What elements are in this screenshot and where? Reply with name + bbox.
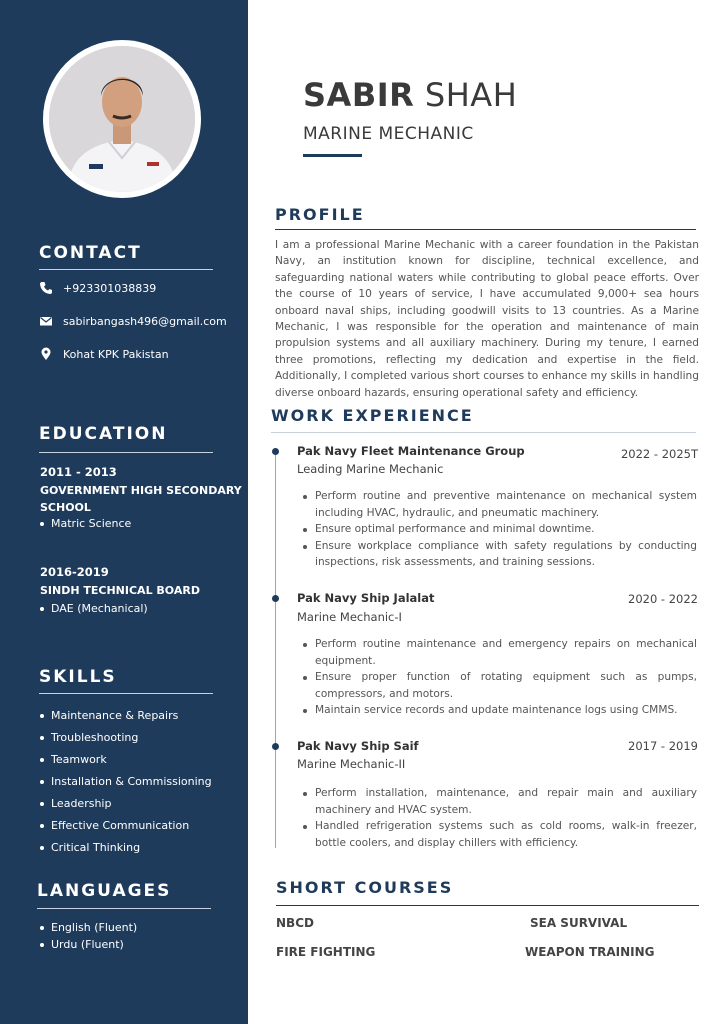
education-detail: DAE (Mechanical) (40, 602, 148, 615)
job-bullet: Handled refrigeration systems such as cold rooms, walk-in freezer, bottle coolers, and display chillers with efficiency. (315, 818, 697, 851)
job-title: MARINE MECHANIC (303, 124, 474, 144)
skills-divider (39, 693, 213, 694)
job-bullet: Perform installation, maintenance, and repair main and auxiliary machinery and HVAC system. (315, 785, 697, 818)
job-bullet: Perform routine and preventive maintenance on mechanical system including HVAC, hydraulic, and pneumatic machinery. (315, 488, 697, 521)
timeline-line (275, 452, 276, 848)
job-bullet: Ensure workplace compliance with safety regulations by conducting inspections, risk assessments, and training sessions. (315, 538, 697, 571)
languages-list (40, 919, 137, 953)
sidebar (0, 0, 248, 1024)
contact-phone (39, 281, 156, 295)
profile-photo-frame (43, 40, 201, 198)
skill-item: Teamwork (40, 749, 212, 771)
title-underline (303, 154, 362, 157)
skill-item: Troubleshooting (40, 727, 212, 749)
education-detail-list (40, 602, 148, 615)
education-years: 2016-2019 (40, 565, 109, 579)
job-company: Pak Navy Ship Jalalat (297, 591, 435, 605)
languages-divider (37, 908, 211, 909)
skills-heading: SKILLS (39, 667, 117, 687)
education-detail-list (40, 517, 131, 530)
skill-item: Effective Communication (40, 815, 212, 837)
work-experience-divider (271, 432, 696, 433)
job-role: Leading Marine Mechanic (297, 462, 444, 476)
profile-divider (275, 229, 696, 230)
timeline-dot (272, 743, 279, 750)
short-courses-divider (276, 905, 699, 906)
job-dates: 2020 - 2022 (628, 592, 698, 606)
job-bullets (315, 488, 697, 571)
course-item: NBCD (276, 916, 314, 930)
job-company: Pak Navy Fleet Maintenance Group (297, 444, 525, 458)
work-experience-heading: WORK EXPERIENCE (271, 406, 474, 425)
timeline-dot (272, 448, 279, 455)
main-content (248, 0, 724, 1024)
profile-heading: PROFILE (275, 205, 365, 224)
job-bullet: Ensure proper function of rotating equipment such as pumps, compressors, and motors. (315, 669, 697, 702)
location-pin-icon (39, 347, 53, 361)
language-item: English (Fluent) (40, 919, 137, 936)
email-text[interactable]: sabirbangash496@gmail.com (63, 314, 227, 328)
education-years: 2011 - 2013 (40, 465, 117, 479)
timeline-dot (272, 595, 279, 602)
contact-divider (39, 269, 213, 270)
education-school: SINDH TECHNICAL BOARD (40, 584, 200, 597)
job-bullets (315, 636, 697, 719)
skill-item: Maintenance & Repairs (40, 705, 212, 727)
education-heading: EDUCATION (39, 424, 168, 444)
skill-item: Critical Thinking (40, 837, 212, 859)
skills-list (40, 705, 212, 859)
job-role: Marine Mechanic-I (297, 610, 402, 624)
contact-heading: CONTACT (39, 243, 142, 263)
location-text: Kohat KPK Pakistan (63, 347, 169, 361)
course-item: WEAPON TRAINING (525, 945, 655, 959)
mail-icon (39, 314, 53, 328)
skill-item: Leadership (40, 793, 212, 815)
job-company: Pak Navy Ship Saif (297, 739, 419, 753)
contact-email (39, 314, 227, 328)
short-courses-heading: SHORT COURSES (276, 878, 454, 897)
job-dates: 2017 - 2019 (628, 739, 698, 753)
phone-icon (39, 281, 53, 295)
education-school: GOVERNMENT HIGH SECONDARY SCHOOL (40, 484, 242, 514)
job-bullet: Perform routine maintenance and emergency repairs on mechanical equipment. (315, 636, 697, 669)
skill-item: Installation & Commissioning (40, 771, 212, 793)
job-bullet: Ensure optimal performance and minimal downtime. (315, 521, 697, 538)
language-item: Urdu (Fluent) (40, 936, 137, 953)
last-name: SHAH (424, 76, 518, 114)
languages-heading: LANGUAGES (37, 881, 172, 901)
job-bullet: Maintain service records and update maintenance logs using CMMS. (315, 702, 697, 719)
profile-photo (49, 46, 195, 192)
first-name: SABIR (303, 76, 415, 114)
education-divider (39, 452, 213, 453)
education-detail: Matric Science (40, 517, 131, 530)
course-item: FIRE FIGHTING (276, 945, 376, 959)
job-dates: 2022 - 2025T (620, 447, 698, 461)
profile-text: I am a professional Marine Mechanic with a career foundation in the Pakistan Navy, an institution known for discipline, technical excellence, and safeguarding national waters while contributing to global peace efforts. Over the course of 10 years of service, I have accumulated 9,000+ sea hours onboard naval ships, including goodwill visits to 13 countries. As a Marine Mechanic, I was responsible for the operation and maintenance of main propulsion systems and all auxiliary machinery. During my tenure, I earned three promotions, reflecting my dedication and expertise in the field. Additionally, I completed various short courses to enhance my skills in handling diverse onboard hazards, ensuring operational safety and efficiency. (275, 239, 699, 399)
job-bullets (315, 785, 697, 851)
phone-text[interactable]: +923301038839 (63, 281, 157, 295)
person-name (303, 76, 517, 114)
contact-location (39, 347, 169, 361)
job-role: Marine Mechanic-II (297, 757, 406, 771)
course-item: SEA SURVIVAL (530, 916, 628, 930)
